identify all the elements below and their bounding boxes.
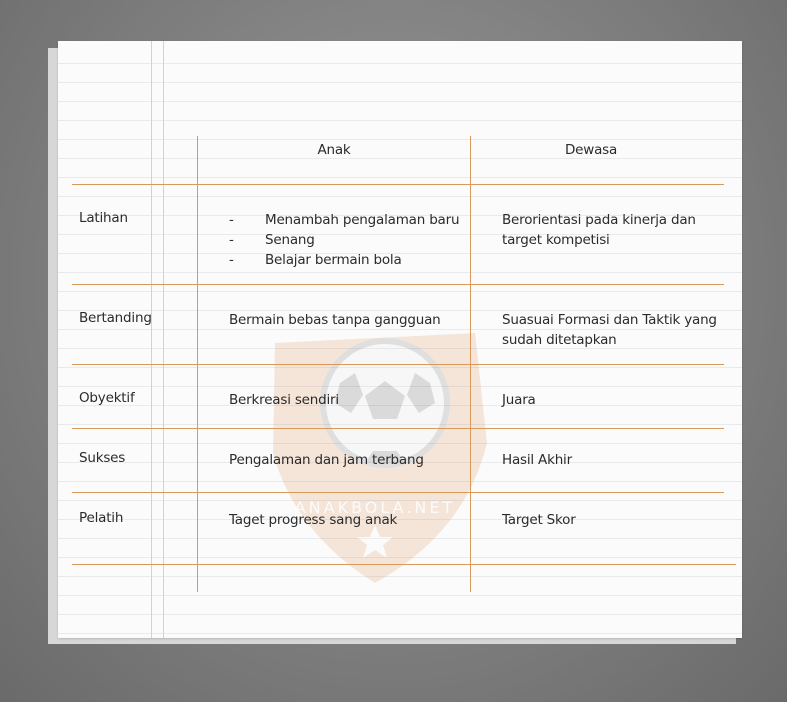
row-label-pelatih: Pelatih bbox=[79, 510, 124, 526]
margin-line bbox=[163, 41, 164, 638]
cell-dewasa-sukses: Hasil Akhir bbox=[502, 452, 572, 468]
cell-dewasa-obyektif: Juara bbox=[502, 392, 536, 408]
margin-line bbox=[151, 41, 152, 638]
list-item: - Belajar bermain bola bbox=[229, 252, 402, 268]
cell-anak-bertanding: Bermain bebas tanpa gangguan bbox=[229, 312, 441, 328]
cell-dewasa-bertanding: Suasuai Formasi dan Taktik yang sudah ditetapkan bbox=[502, 312, 717, 348]
cell-anak-sukses: Pengalaman dan jam terbang bbox=[229, 452, 424, 468]
watermark-text: ANAKBOLA.NET bbox=[294, 498, 456, 517]
header-dewasa: Dewasa bbox=[564, 142, 618, 158]
anakbola-logo-watermark bbox=[255, 303, 495, 588]
header-anak: Anak bbox=[317, 142, 351, 158]
row-divider bbox=[72, 492, 724, 493]
list-item: - Senang bbox=[229, 232, 315, 248]
cell-dewasa-latihan: Berorientasi pada kinerja dan target kompetisi bbox=[502, 212, 696, 248]
row-label-obyektif: Obyektif bbox=[79, 390, 135, 406]
cell-anak-obyektif: Berkreasi sendiri bbox=[229, 392, 339, 408]
cell-anak-pelatih: Taget progress sang anak bbox=[229, 512, 398, 528]
row-divider bbox=[72, 364, 724, 365]
row-label-sukses: Sukses bbox=[79, 450, 126, 466]
cell-dewasa-pelatih: Target Skor bbox=[502, 512, 576, 528]
row-divider bbox=[72, 184, 724, 185]
bullet-list bbox=[229, 210, 467, 270]
list-item: - Menambah pengalaman baru bbox=[229, 212, 460, 228]
row-divider bbox=[72, 564, 736, 565]
row-label-latihan: Latihan bbox=[79, 210, 128, 226]
row-divider bbox=[72, 284, 724, 285]
row-label-bertanding: Bertanding bbox=[79, 310, 152, 326]
row-divider bbox=[72, 428, 724, 429]
